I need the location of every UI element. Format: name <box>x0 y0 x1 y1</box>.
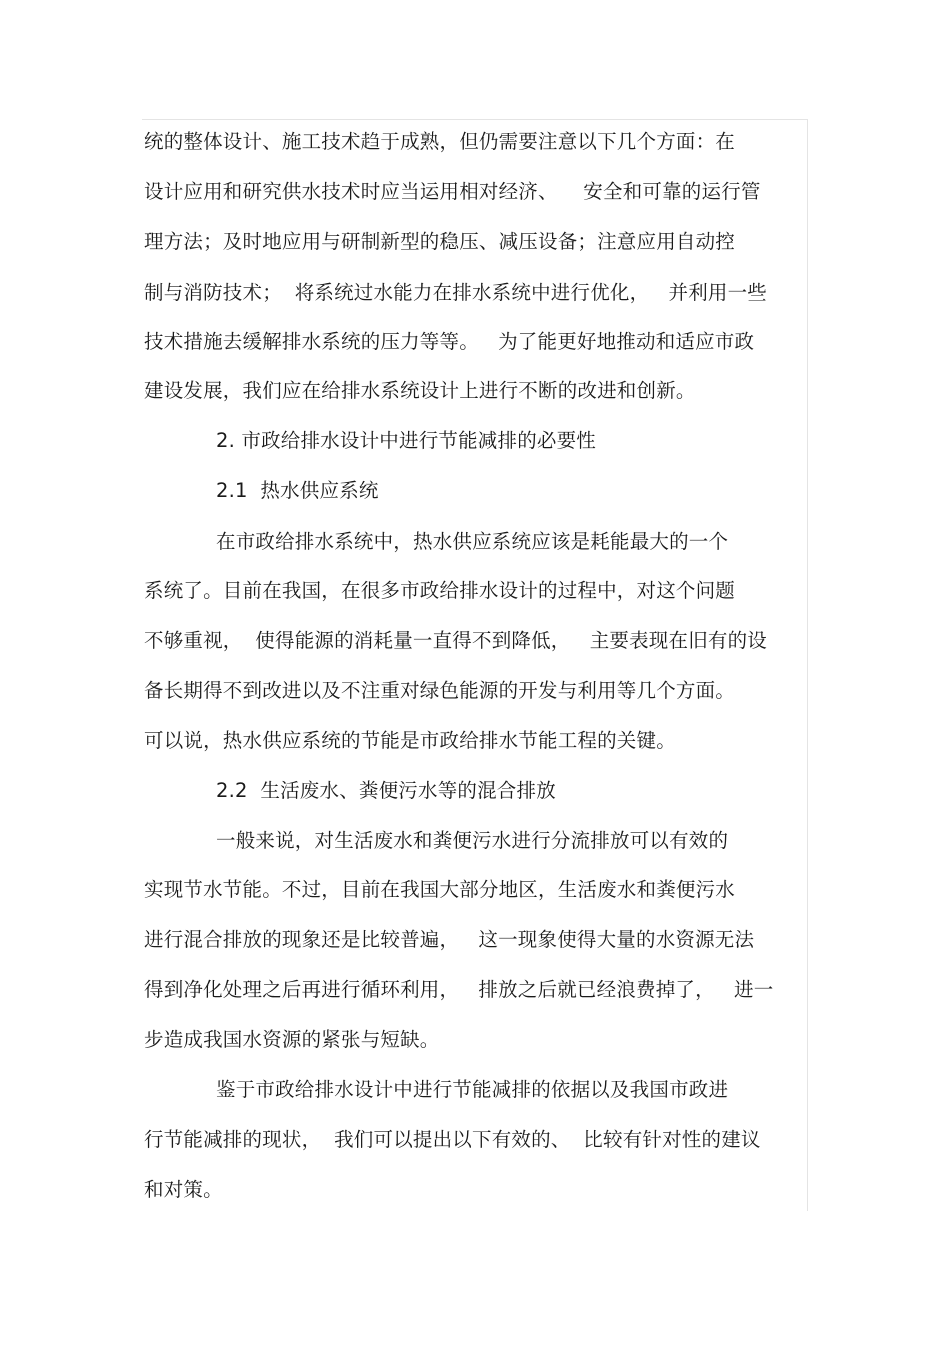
paragraph-line: 得到净化处理之后再进行循环利用， 排放之后就已经浪费掉了， 进一 <box>144 978 774 1001</box>
paragraph-line: 制与消防技术； 将系统过水能力在排水系统中进行优化， 并利用一些 <box>144 281 767 304</box>
paragraph-line: 可以说，热水供应系统的节能是市政给排水节能工程的关键。 <box>144 729 676 752</box>
paragraph-line: 步造成我国水资源的紧张与短缺。 <box>144 1028 440 1051</box>
paragraph-line: 一般来说，对生活废水和粪便污水进行分流排放可以有效的 <box>216 829 729 852</box>
paragraph-line: 和对策。 <box>144 1178 223 1201</box>
paragraph-line: 备长期得不到改进以及不注重对绿色能源的开发与利用等几个方面。 <box>144 679 736 702</box>
paragraph-line: 理方法；及时地应用与研制新型的稳压、减压设备；注意应用自动控 <box>144 230 736 253</box>
paragraph-line: 鉴于市政给排水设计中进行节能减排的依据以及我国市政进 <box>216 1078 729 1101</box>
subsection-heading: 2.1 热水供应系统 <box>216 479 379 502</box>
paragraph-line: 实现节水节能。不过，目前在我国大部分地区，生活废水和粪便污水 <box>144 878 736 901</box>
subsection-heading: 2.2 生活废水、粪便污水等的混合排放 <box>216 779 556 802</box>
paragraph-line: 技术措施去缓解排水系统的压力等等。 为了能更好地推动和适应市政 <box>144 330 755 353</box>
paragraph-line: 在市政给排水系统中，热水供应系统应该是耗能最大的一个 <box>216 530 729 553</box>
section-heading: 2. 市政给排水设计中进行节能减排的必要性 <box>216 429 597 452</box>
paragraph-line: 行节能减排的现状， 我们可以提出以下有效的、 比较有针对性的建议 <box>144 1128 761 1151</box>
paragraph-line: 设计应用和研究供水技术时应当运用相对经济、 安全和可靠的运行管 <box>144 180 761 203</box>
paragraph-line: 建设发展，我们应在给排水系统设计上进行不断的改进和创新。 <box>144 379 696 402</box>
paragraph-line: 进行混合排放的现象还是比较普遍， 这一现象使得大量的水资源无法 <box>144 928 755 951</box>
paragraph-line: 系统了。目前在我国，在很多市政给排水设计的过程中，对这个问题 <box>144 579 736 602</box>
paragraph-line: 不够重视， 使得能源的消耗量一直得不到降低， 主要表现在旧有的设 <box>144 629 767 652</box>
paragraph-line: 统的整体设计、施工技术趋于成熟，但仍需要注意以下几个方面：在 <box>144 130 736 153</box>
